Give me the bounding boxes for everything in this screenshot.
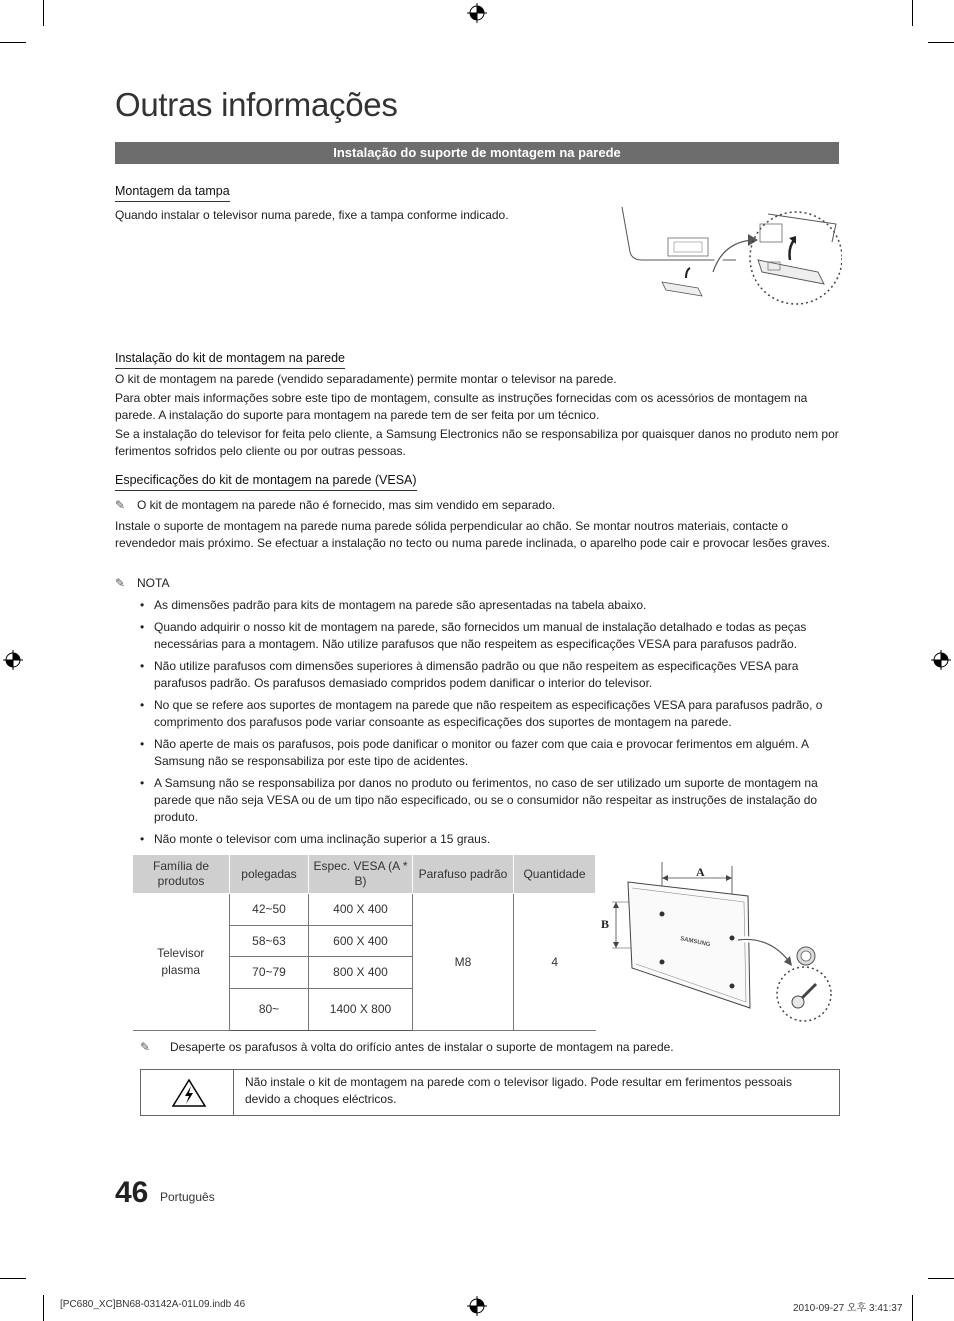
print-file-info: [PC680_XC]BN68-03142A-01L09.indb 46: [60, 1299, 246, 1310]
subheading-vesa: Especificações do kit de montagem na parede (VESA): [115, 473, 417, 491]
registration-mark-icon: [3, 650, 23, 670]
electric-shock-warning-icon: [171, 1078, 207, 1108]
crop-mark: [43, 1295, 44, 1321]
table-header-row: [133, 855, 596, 894]
list-item: • As dimensões padrão para kits de montagem na parede são apresentadas na tabela abaixo.: [138, 597, 840, 614]
diagram-brand-text: SAMSUNG: [679, 936, 711, 949]
crop-mark: [928, 42, 954, 43]
column-header: Quantidade: [514, 855, 596, 894]
registration-mark-icon: [467, 1296, 487, 1316]
table-row: [133, 894, 596, 926]
dimension-label-b: B: [601, 917, 610, 931]
section-header: Instalação do suporte de montagem na parede: [115, 142, 839, 164]
kit-paragraph-2: Para obter mais informações sobre este tipo de montagem, consulte as instruções fornecidas com os acessórios de montagem na parede. A instalação do suporte para montagem na parede tem de ser feita por um técnico.: [115, 391, 808, 422]
crop-mark: [928, 1278, 954, 1279]
crop-mark: [43, 0, 44, 26]
vesa-cell: 600 X 400: [309, 926, 413, 957]
list-item: • Não aperte de mais os parafusos, pois pode danificar o monitor ou fazer com que caia e provocar ferimentos em alguém. A Samsung não se responsabiliza por este tipo de acidentes.: [138, 736, 840, 770]
crop-mark: [0, 42, 26, 43]
subheading-kit: Instalação do kit de montagem na parede: [115, 351, 345, 369]
vesa-paragraph: Instale o suporte de montagem na parede numa parede sólida perpendicular ao chão. Se montar noutros materiais, contacte o revendedor mais próximo. Se efectuar a instalação no tecto ou numa parede inclinada, o aparelho pode cair e provocar lesões graves.: [115, 519, 831, 550]
pencil-note-icon: ✎: [115, 498, 126, 512]
crop-mark: [912, 0, 913, 26]
pencil-note-icon: ✎: [115, 576, 126, 590]
list-item: • A Samsung não se responsabiliza por danos no produto ou ferimentos, no caso de ser utilizado um suporte de montagem na parede que não seja VESA ou de um tipo não especificado, ou se o consumidor não respeitar as instruções de instalação do produto.: [138, 775, 840, 826]
subheading-cover: Montagem da tampa: [115, 184, 230, 202]
quantity-cell: 4: [514, 894, 596, 1031]
inches-cell: 58~63: [230, 926, 309, 957]
print-date-info: 2010-09-27 오후 3:41:37: [793, 1303, 903, 1314]
list-item: • Não utilize parafusos com dimensões superiores à dimensão padrão ou que não respeitem as especificações VESA para parafusos padrão. Os parafusos demasiado compridos podem danificar o interior do televisor.: [138, 658, 840, 692]
product-family: Televisor plasma: [157, 946, 205, 977]
vesa-note-1: [115, 497, 839, 514]
list-item: • Quando adquirir o nosso kit de montagem na parede, são fornecidos um manual de instalação detalhado e todas as peças necessárias para a montagem. Não utilize parafusos que não respeitem as especificações VESA para parafusos padrão.: [138, 619, 840, 653]
vesa-cell: 400 X 400: [309, 894, 413, 926]
vesa-dimension-diagram: [598, 856, 840, 1026]
warning-box: [140, 1069, 840, 1116]
column-header: Espec. VESA (A * B): [309, 855, 413, 894]
column-header: Parafuso padrão: [413, 855, 514, 894]
inches-cell: 80~: [230, 989, 309, 1031]
dimension-label-a: A: [696, 865, 705, 879]
list-item: • Não monte o televisor com uma inclinação superior a 15 graus.: [138, 831, 840, 848]
column-header: Família de produtos: [133, 855, 230, 894]
cover-mounting-illustration: [618, 202, 842, 316]
vesa-bullet-list: [138, 597, 840, 853]
nota-label: NOTA: [137, 576, 170, 590]
column-header: polegadas: [230, 855, 309, 894]
vesa-note-1-text: O kit de montagem na parede não é fornecido, mas sim vendido em separado.: [137, 498, 556, 512]
vesa-cell: 1400 X 800: [309, 989, 413, 1031]
warning-icon-cell: [141, 1070, 234, 1115]
pencil-note-icon: ✎: [140, 1040, 151, 1054]
cover-text: Quando instalar o televisor numa parede, fixe a tampa conforme indicado.: [115, 208, 509, 222]
vesa-spec-table: [132, 854, 596, 1031]
kit-paragraph-3: Se a instalação do televisor for feita pelo cliente, a Samsung Electronics não se responsabiliza por quaisquer danos no produto nem por ferimentos sofridos pelo cliente ou por outras pessoas.: [115, 427, 839, 458]
inches-cell: 42~50: [230, 894, 309, 926]
registration-mark-icon: [467, 3, 487, 23]
kit-paragraph-1: O kit de montagem na parede (vendido separadamente) permite montar o televisor na parede.: [115, 372, 617, 386]
page-language: Português: [160, 1190, 215, 1204]
screw-cell: M8: [413, 894, 514, 1031]
registration-mark-icon: [931, 650, 951, 670]
nota-label-line: [115, 575, 839, 592]
warning-text: Não instale o kit de montagem na parede com o televisor ligado. Pode resultar em ferimentos pessoais devido a choques eléctricos.: [245, 1075, 792, 1106]
after-table-note: [140, 1039, 864, 1056]
page-number: 46: [115, 1176, 149, 1209]
product-family-cell: [133, 894, 230, 1031]
list-item: • No que se refere aos suportes de montagem na parede que não respeitem as especificações VESA para parafusos padrão, o comprimento dos parafusos pode variar consoante as especificações dos suportes de montagem na parede.: [138, 697, 840, 731]
crop-mark: [912, 1295, 913, 1321]
vesa-cell: 800 X 400: [309, 957, 413, 989]
inches-cell: 70~79: [230, 957, 309, 989]
after-table-note-text: Desaperte os parafusos à volta do orifício antes de instalar o suporte de montagem na parede.: [170, 1040, 674, 1054]
crop-mark: [0, 1278, 26, 1279]
page-title: Outras informações: [115, 86, 398, 123]
